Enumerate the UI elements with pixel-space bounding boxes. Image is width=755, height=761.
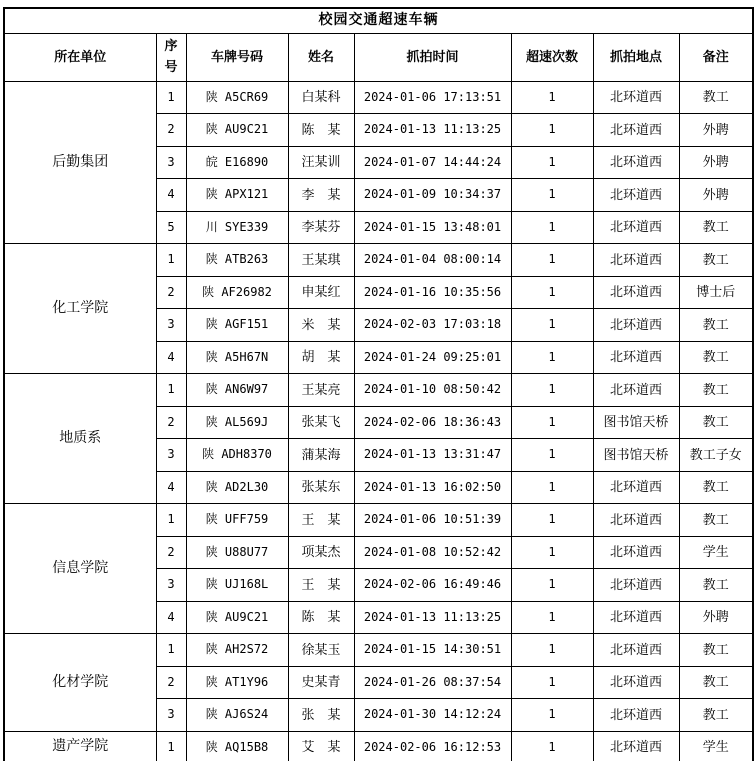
col-header-name: 姓名 <box>288 33 354 81</box>
remark-cell: 教工 <box>679 211 753 244</box>
count-cell: 1 <box>511 374 593 407</box>
no-cell: 4 <box>156 179 186 212</box>
count-cell: 1 <box>511 146 593 179</box>
location-cell: 北环道西 <box>593 341 679 374</box>
remark-cell: 学生 <box>679 731 753 761</box>
location-cell: 北环道西 <box>593 374 679 407</box>
time-cell: 2024-01-13 11:13:25 <box>354 601 511 634</box>
unit-cell: 遗产学院 <box>4 731 156 761</box>
location-cell: 北环道西 <box>593 244 679 277</box>
col-header-time: 抓拍时间 <box>354 33 511 81</box>
remark-cell: 外聘 <box>679 114 753 147</box>
remark-cell: 外聘 <box>679 179 753 212</box>
count-cell: 1 <box>511 666 593 699</box>
no-cell: 1 <box>156 731 186 761</box>
count-cell: 1 <box>511 634 593 667</box>
location-cell: 北环道西 <box>593 536 679 569</box>
count-cell: 1 <box>511 341 593 374</box>
remark-cell: 教工 <box>679 699 753 732</box>
no-cell: 2 <box>156 666 186 699</box>
location-cell: 北环道西 <box>593 114 679 147</box>
plate-cell: 陕 UFF759 <box>186 504 288 537</box>
plate-cell: 陕 AL569J <box>186 406 288 439</box>
plate-cell: 陕 A5H67N <box>186 341 288 374</box>
name-cell: 李 某 <box>288 179 354 212</box>
remark-cell: 博士后 <box>679 276 753 309</box>
remark-cell: 教工 <box>679 374 753 407</box>
time-cell: 2024-01-24 09:25:01 <box>354 341 511 374</box>
plate-cell: 川 SYE339 <box>186 211 288 244</box>
plate-cell: 陕 AU9C21 <box>186 601 288 634</box>
plate-cell: 陕 AGF151 <box>186 309 288 342</box>
location-cell: 图书馆天桥 <box>593 406 679 439</box>
no-cell: 4 <box>156 601 186 634</box>
time-cell: 2024-02-06 16:49:46 <box>354 569 511 602</box>
name-cell: 张某东 <box>288 471 354 504</box>
count-cell: 1 <box>511 504 593 537</box>
count-cell: 1 <box>511 179 593 212</box>
remark-cell: 教工 <box>679 81 753 114</box>
name-cell: 白某科 <box>288 81 354 114</box>
speeding-vehicles-table <box>3 7 754 761</box>
name-cell: 王 某 <box>288 569 354 602</box>
no-cell: 1 <box>156 81 186 114</box>
plate-cell: 陕 ADH8370 <box>186 439 288 472</box>
count-cell: 1 <box>511 439 593 472</box>
plate-cell: 陕 AJ6S24 <box>186 699 288 732</box>
header-row <box>4 33 753 81</box>
count-cell: 1 <box>511 601 593 634</box>
no-cell: 2 <box>156 536 186 569</box>
remark-cell: 教工 <box>679 341 753 374</box>
time-cell: 2024-01-09 10:34:37 <box>354 179 511 212</box>
name-cell: 王 某 <box>288 504 354 537</box>
time-cell: 2024-01-08 10:52:42 <box>354 536 511 569</box>
name-cell: 申某红 <box>288 276 354 309</box>
location-cell: 北环道西 <box>593 634 679 667</box>
name-cell: 张 某 <box>288 699 354 732</box>
remark-cell: 教工 <box>679 244 753 277</box>
count-cell: 1 <box>511 244 593 277</box>
count-cell: 1 <box>511 699 593 732</box>
location-cell: 北环道西 <box>593 666 679 699</box>
name-cell: 陈 某 <box>288 601 354 634</box>
remark-cell: 教工 <box>679 406 753 439</box>
remark-cell: 教工 <box>679 634 753 667</box>
location-cell: 北环道西 <box>593 146 679 179</box>
no-cell: 4 <box>156 341 186 374</box>
time-cell: 2024-01-13 11:13:25 <box>354 114 511 147</box>
time-cell: 2024-01-26 08:37:54 <box>354 666 511 699</box>
col-header-count: 超速次数 <box>511 33 593 81</box>
location-cell: 北环道西 <box>593 601 679 634</box>
count-cell: 1 <box>511 569 593 602</box>
count-cell: 1 <box>511 471 593 504</box>
remark-cell: 教工 <box>679 471 753 504</box>
count-cell: 1 <box>511 81 593 114</box>
plate-cell: 陕 AN6W97 <box>186 374 288 407</box>
plate-cell: 皖 E16890 <box>186 146 288 179</box>
time-cell: 2024-01-30 14:12:24 <box>354 699 511 732</box>
plate-cell: 陕 U88U77 <box>186 536 288 569</box>
no-cell: 3 <box>156 309 186 342</box>
remark-cell: 教工 <box>679 309 753 342</box>
no-cell: 4 <box>156 471 186 504</box>
name-cell: 李某芬 <box>288 211 354 244</box>
count-cell: 1 <box>511 276 593 309</box>
location-cell: 北环道西 <box>593 81 679 114</box>
no-cell: 2 <box>156 406 186 439</box>
col-header-plate: 车牌号码 <box>186 33 288 81</box>
count-cell: 1 <box>511 309 593 342</box>
plate-cell: 陕 AH2S72 <box>186 634 288 667</box>
plate-cell: 陕 AD2L30 <box>186 471 288 504</box>
remark-cell: 教工子女 <box>679 439 753 472</box>
table-body <box>4 81 753 761</box>
no-cell: 1 <box>156 374 186 407</box>
time-cell: 2024-02-06 18:36:43 <box>354 406 511 439</box>
remark-cell: 教工 <box>679 569 753 602</box>
time-cell: 2024-01-16 10:35:56 <box>354 276 511 309</box>
count-cell: 1 <box>511 211 593 244</box>
name-cell: 史某青 <box>288 666 354 699</box>
no-cell: 1 <box>156 244 186 277</box>
location-cell: 北环道西 <box>593 569 679 602</box>
plate-cell: 陕 AU9C21 <box>186 114 288 147</box>
name-cell: 项某杰 <box>288 536 354 569</box>
time-cell: 2024-01-15 14:30:51 <box>354 634 511 667</box>
no-cell: 5 <box>156 211 186 244</box>
unit-cell: 后勤集团 <box>4 81 156 244</box>
col-header-remark: 备注 <box>679 33 753 81</box>
col-header-location: 抓拍地点 <box>593 33 679 81</box>
count-cell: 1 <box>511 406 593 439</box>
remark-cell: 学生 <box>679 536 753 569</box>
title-row <box>4 8 753 33</box>
count-cell: 1 <box>511 536 593 569</box>
unit-cell: 地质系 <box>4 374 156 504</box>
no-cell: 1 <box>156 634 186 667</box>
name-cell: 汪某训 <box>288 146 354 179</box>
plate-cell: 陕 A5CR69 <box>186 81 288 114</box>
unit-cell: 化材学院 <box>4 634 156 732</box>
location-cell: 北环道西 <box>593 309 679 342</box>
name-cell: 陈 某 <box>288 114 354 147</box>
table-row <box>4 81 753 114</box>
plate-cell: 陕 AQ15B8 <box>186 731 288 761</box>
remark-cell: 教工 <box>679 504 753 537</box>
location-cell: 北环道西 <box>593 471 679 504</box>
name-cell: 张某飞 <box>288 406 354 439</box>
time-cell: 2024-01-15 13:48:01 <box>354 211 511 244</box>
unit-cell: 信息学院 <box>4 504 156 634</box>
location-cell: 北环道西 <box>593 179 679 212</box>
plate-cell: 陕 APX121 <box>186 179 288 212</box>
location-cell: 北环道西 <box>593 504 679 537</box>
table-row <box>4 244 753 277</box>
table-row <box>4 504 753 537</box>
location-cell: 北环道西 <box>593 211 679 244</box>
plate-cell: 陕 ATB263 <box>186 244 288 277</box>
plate-cell: 陕 AT1Y96 <box>186 666 288 699</box>
location-cell: 北环道西 <box>593 731 679 761</box>
no-cell: 3 <box>156 146 186 179</box>
no-cell: 1 <box>156 504 186 537</box>
name-cell: 徐某玉 <box>288 634 354 667</box>
time-cell: 2024-01-06 17:13:51 <box>354 81 511 114</box>
time-cell: 2024-01-07 14:44:24 <box>354 146 511 179</box>
col-header-no: 序号 <box>156 33 186 81</box>
remark-cell: 教工 <box>679 666 753 699</box>
no-cell: 2 <box>156 276 186 309</box>
plate-cell: 陕 AF26982 <box>186 276 288 309</box>
table-row <box>4 731 753 761</box>
name-cell: 王某琪 <box>288 244 354 277</box>
remark-cell: 外聘 <box>679 601 753 634</box>
name-cell: 蒲某海 <box>288 439 354 472</box>
count-cell: 1 <box>511 114 593 147</box>
count-cell: 1 <box>511 731 593 761</box>
name-cell: 胡 某 <box>288 341 354 374</box>
time-cell: 2024-01-10 08:50:42 <box>354 374 511 407</box>
name-cell: 艾 某 <box>288 731 354 761</box>
time-cell: 2024-01-13 13:31:47 <box>354 439 511 472</box>
table-row <box>4 634 753 667</box>
time-cell: 2024-01-04 08:00:14 <box>354 244 511 277</box>
time-cell: 2024-01-13 16:02:50 <box>354 471 511 504</box>
name-cell: 米 某 <box>288 309 354 342</box>
table-title: 校园交通超速车辆 <box>4 8 753 33</box>
table-row <box>4 374 753 407</box>
location-cell: 北环道西 <box>593 699 679 732</box>
unit-cell: 化工学院 <box>4 244 156 374</box>
location-cell: 图书馆天桥 <box>593 439 679 472</box>
plate-cell: 陕 UJ168L <box>186 569 288 602</box>
remark-cell: 外聘 <box>679 146 753 179</box>
time-cell: 2024-02-06 16:12:53 <box>354 731 511 761</box>
no-cell: 3 <box>156 699 186 732</box>
time-cell: 2024-01-06 10:51:39 <box>354 504 511 537</box>
name-cell: 王某亮 <box>288 374 354 407</box>
no-cell: 3 <box>156 569 186 602</box>
no-cell: 2 <box>156 114 186 147</box>
col-header-unit: 所在单位 <box>4 33 156 81</box>
time-cell: 2024-02-03 17:03:18 <box>354 309 511 342</box>
location-cell: 北环道西 <box>593 276 679 309</box>
no-cell: 3 <box>156 439 186 472</box>
